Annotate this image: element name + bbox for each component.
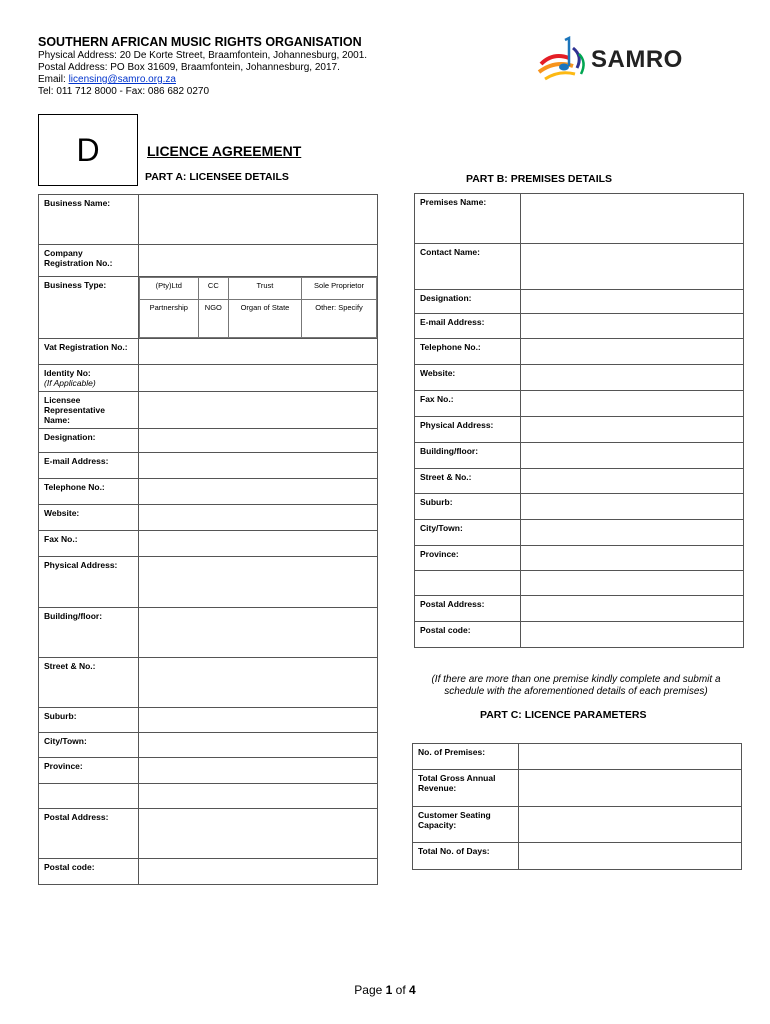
premises-email-label: E-mail Address:	[415, 314, 521, 339]
org-name: SOUTHERN AFRICAN MUSIC RIGHTS ORGANISATION	[38, 35, 362, 49]
identity-note: (If Applicable)	[44, 378, 96, 388]
suburb-label: Suburb:	[39, 708, 139, 733]
physical-address-field[interactable]	[138, 557, 377, 608]
premises-postal-code-label: Postal code:	[415, 622, 521, 648]
company-reg-field[interactable]	[138, 245, 377, 277]
suburb-field[interactable]	[138, 708, 377, 733]
website-field[interactable]	[138, 505, 377, 531]
seating-field[interactable]	[518, 807, 741, 843]
type-trust[interactable]: Trust	[228, 278, 301, 300]
physical-address: Physical Address: 20 De Korte Street, Braamfontein, Johannesburg, 2001.	[38, 50, 368, 61]
street-field[interactable]	[138, 658, 377, 708]
premises-street-field[interactable]	[520, 469, 743, 494]
tel-fax: Tel: 011 712 8000 - Fax: 086 682 0270	[38, 86, 210, 97]
type-organ-of-state[interactable]: Organ of State	[228, 300, 301, 338]
premises-province-extra-field[interactable]	[520, 571, 743, 596]
designation-field[interactable]	[138, 429, 377, 453]
building-label: Building/floor:	[39, 608, 139, 658]
postal-address: Postal Address: PO Box 31609, Braamfontein, Johannesburg, 2017.	[38, 62, 340, 73]
fax-label: Fax No.:	[39, 531, 139, 557]
business-name-field[interactable]	[138, 195, 377, 245]
premises-street-label: Street & No.:	[415, 469, 521, 494]
contact-name-field[interactable]	[520, 244, 743, 290]
email-line: Email: licensing@samro.org.za	[38, 74, 176, 85]
part-a-table	[38, 194, 378, 885]
logo-text: SAMRO	[591, 46, 683, 73]
vat-field[interactable]	[138, 339, 377, 365]
premises-email-field[interactable]	[520, 314, 743, 339]
identity-label: Identity No: (If Applicable)	[39, 365, 139, 392]
province-extra-field[interactable]	[138, 784, 377, 809]
rep-name-field[interactable]	[138, 392, 377, 429]
type-pty-ltd[interactable]: (Pty)Ltd	[139, 278, 198, 300]
premises-building-label: Building/floor:	[415, 443, 521, 469]
premises-postal-label: Postal Address:	[415, 596, 521, 622]
premises-suburb-field[interactable]	[520, 494, 743, 520]
premises-province-label: Province:	[415, 546, 521, 571]
premises-telephone-label: Telephone No.:	[415, 339, 521, 365]
telephone-field[interactable]	[138, 479, 377, 505]
part-c-title: PART C: LICENCE PARAMETERS	[480, 709, 647, 721]
premises-name-field[interactable]	[520, 194, 743, 244]
identity-field[interactable]	[138, 365, 377, 392]
seating-label: Customer Seating Capacity:	[413, 807, 519, 843]
part-a-title: PART A: LICENSEE DETAILS	[145, 171, 289, 183]
business-type-label: Business Type:	[39, 277, 139, 339]
business-name-label: Business Name:	[39, 195, 139, 245]
email-link[interactable]: licensing@samro.org.za	[68, 74, 176, 85]
revenue-field[interactable]	[518, 770, 741, 807]
business-type-field	[138, 277, 377, 339]
type-partnership[interactable]: Partnership	[139, 300, 198, 338]
province-field[interactable]	[138, 758, 377, 784]
website-label: Website:	[39, 505, 139, 531]
no-premises-label: No. of Premises:	[413, 744, 519, 770]
company-reg-label: Company Registration No.:	[39, 245, 139, 277]
premises-website-label: Website:	[415, 365, 521, 391]
postal-address-field[interactable]	[138, 809, 377, 859]
telephone-label: Telephone No.:	[39, 479, 139, 505]
premises-telephone-field[interactable]	[520, 339, 743, 365]
premises-building-field[interactable]	[520, 443, 743, 469]
postal-address-label: Postal Address:	[39, 809, 139, 859]
city-label: City/Town:	[39, 733, 139, 758]
days-label: Total No. of Days:	[413, 843, 519, 870]
type-other[interactable]: Other: Specify	[302, 300, 377, 338]
vat-label: Vat Registration No.:	[39, 339, 139, 365]
page-number: Page 1 of 4	[354, 983, 416, 997]
city-field[interactable]	[138, 733, 377, 758]
contact-name-label: Contact Name:	[415, 244, 521, 290]
rep-name-label: Licensee Representative Name:	[39, 392, 139, 429]
no-premises-field[interactable]	[518, 744, 741, 770]
form-letter-box: D	[38, 114, 138, 186]
premises-province-field[interactable]	[520, 546, 743, 571]
type-ngo[interactable]: NGO	[198, 300, 228, 338]
province-extra-label	[39, 784, 139, 809]
type-cc[interactable]: CC	[198, 278, 228, 300]
physical-address-label: Physical Address:	[39, 557, 139, 608]
premises-designation-field[interactable]	[520, 290, 743, 314]
type-sole-proprietor[interactable]: Sole Proprietor	[302, 278, 377, 300]
multiple-premises-note: (If there are more than one premise kindly complete and submit a schedule with the aforementioned details of each premises)	[431, 674, 721, 697]
premises-designation-label: Designation:	[415, 290, 521, 314]
premises-city-field[interactable]	[520, 520, 743, 546]
premises-suburb-label: Suburb:	[415, 494, 521, 520]
premises-fax-label: Fax No.:	[415, 391, 521, 417]
premises-province-extra-label	[415, 571, 521, 596]
street-label: Street & No.:	[39, 658, 139, 708]
premises-physical-label: Physical Address:	[415, 417, 521, 443]
postal-code-field[interactable]	[138, 859, 377, 885]
email-field[interactable]	[138, 453, 377, 479]
part-c-table	[412, 743, 742, 870]
days-field[interactable]	[518, 843, 741, 870]
org-header	[38, 36, 367, 98]
designation-label: Designation:	[39, 429, 139, 453]
part-b-title: PART B: PREMISES DETAILS	[466, 173, 613, 185]
premises-fax-field[interactable]	[520, 391, 743, 417]
premises-physical-field[interactable]	[520, 417, 743, 443]
premises-name-label: Premises Name:	[415, 194, 521, 244]
premises-postal-code-field[interactable]	[520, 622, 743, 648]
province-label: Province:	[39, 758, 139, 784]
premises-website-field[interactable]	[520, 365, 743, 391]
fax-field[interactable]	[138, 531, 377, 557]
premises-city-label: City/Town:	[415, 520, 521, 546]
page-title: LICENCE AGREEMENT	[147, 143, 302, 159]
part-b-table	[414, 193, 744, 648]
postal-code-label: Postal code:	[39, 859, 139, 885]
premises-postal-field[interactable]	[520, 596, 743, 622]
building-field[interactable]	[138, 608, 377, 658]
business-type-options	[139, 277, 377, 338]
email-label: E-mail Address:	[39, 453, 139, 479]
revenue-label: Total Gross Annual Revenue:	[413, 770, 519, 807]
